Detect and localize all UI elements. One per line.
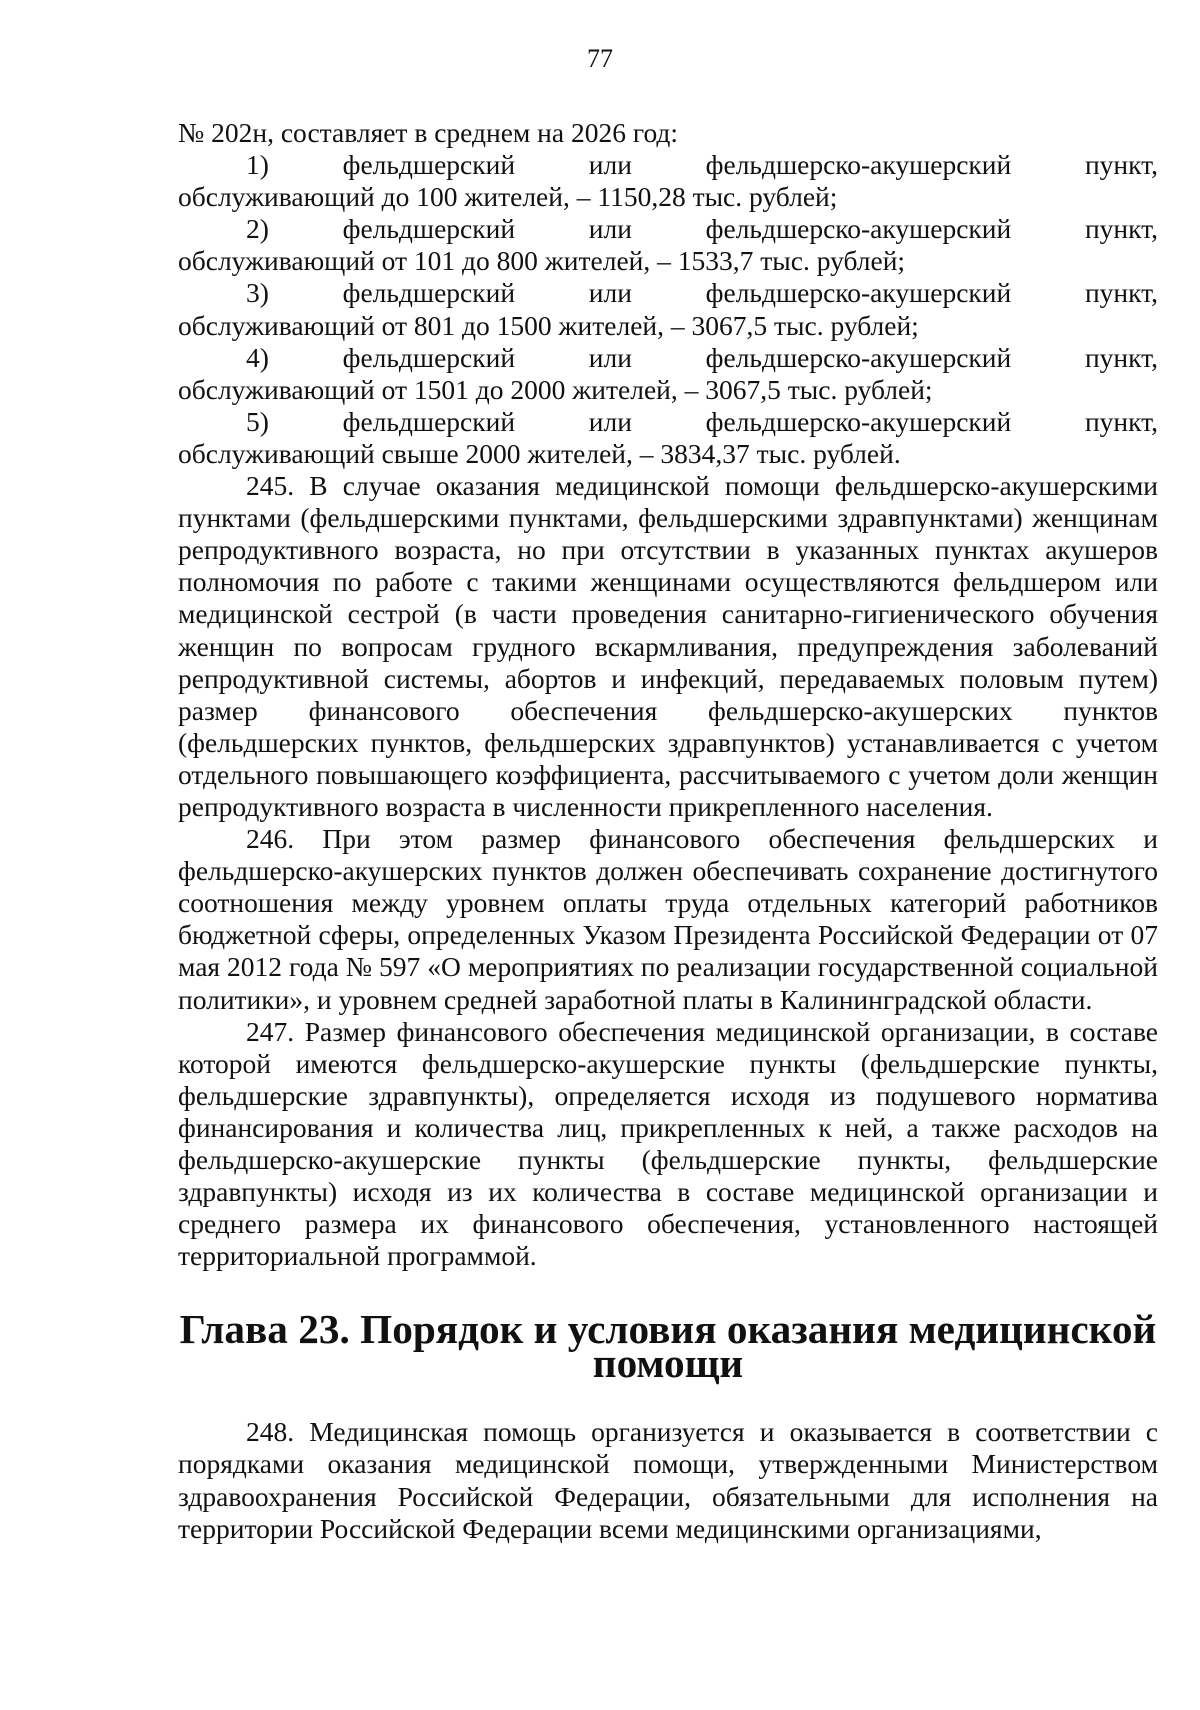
- list-item-word: фельдшерско-акушерский: [705, 405, 1012, 437]
- list-item-word: пункт,: [1084, 149, 1158, 181]
- paragraph-245: 245. В случае оказания медицинской помощи фельдшерско-акушерскими пунктами (фельдшерскими пунктами, фельдшерскими здравпунктами) женщинам репродуктивного возраста, но при отсутствии в указанных пунктах акушеров полномочия по работе с такими женщинами осуществляются фельдшером или медицинской сестрой (в части проведения санитарно-гигиенического обучения женщин по вопросам грудного вскармливания, предупреждения заболеваний репродуктивной системы, абортов и инфекций, передаваемых половым путем) размер финансового обеспечения фельдшерско-акушерских пунктов (фельдшерских пунктов, фельдшерских здравпунктов) устанавливается с учетом отдельного повышающего коэффициента, рассчитываемого с учетом доли женщин репродуктивного возраста в численности прикрепленного населения.: [178, 470, 1158, 822]
- list-item-number: 5): [246, 405, 269, 437]
- list-item-word: фельдшерско-акушерский: [705, 149, 1012, 181]
- list-item-word: фельдшерский: [342, 277, 516, 309]
- list-item-word: фельдшерский: [342, 341, 516, 373]
- list-item: [178, 342, 1158, 406]
- list-item-word: пункт,: [1084, 213, 1158, 245]
- list-item: [178, 406, 1158, 470]
- list-item-first-line: [178, 277, 1158, 309]
- document-body: [178, 117, 1158, 1545]
- list-item-word: фельдшерский: [342, 405, 516, 437]
- list-item-continuation: обслуживающий от 101 до 800 жителей, – 1533,7 тыс. рублей;: [178, 245, 906, 277]
- intro-line: № 202н, составляет в среднем на 2026 год:: [178, 117, 679, 148]
- chapter-heading: Глава 23. Порядок и условия оказания медицинской помощи: [179, 1306, 1157, 1387]
- list-item-word: фельдшерско-акушерский: [705, 213, 1012, 245]
- list-item-word: фельдшерский: [342, 213, 516, 245]
- list-item-number: 4): [246, 341, 269, 373]
- list-item-word: пункт,: [1084, 405, 1158, 437]
- list-item-number: 2): [246, 213, 269, 245]
- list-item-word: или: [588, 213, 632, 245]
- paragraph-247: 247. Размер финансового обеспечения медицинской организации, в составе которой имеются фельдшерско-акушерские пункты (фельдшерские пункты, фельдшерские здравпункты), определяется исходя из подушевого норматива финансирования и количества лиц, прикрепленных к ней, а также расходов на фельдшерско-акушерские пункты (фельдшерские пункты, фельдшерские здравпункты) исходя из их количества в составе медицинской организации и среднего размера их финансового обеспечения, установленного настоящей территориальной программой.: [178, 1015, 1158, 1272]
- list-item-number: 3): [246, 277, 269, 309]
- list-item-word: фельдшерский: [342, 149, 516, 181]
- list-item-word: фельдшерско-акушерский: [705, 341, 1012, 373]
- list-item-word: или: [588, 277, 632, 309]
- list-item-word: или: [588, 405, 632, 437]
- page-number: 77: [587, 44, 613, 73]
- list-item-continuation: обслуживающий от 1501 до 2000 жителей, – 3067,5 тыс. рублей;: [178, 373, 933, 405]
- list-item-continuation: обслуживающий свыше 2000 жителей, – 3834,37 тыс. рублей.: [178, 437, 901, 469]
- list-item-word: пункт,: [1084, 341, 1158, 373]
- list-item-continuation: обслуживающий от 801 до 1500 жителей, – 3067,5 тыс. рублей;: [178, 309, 919, 341]
- list-item: [178, 213, 1158, 277]
- paragraph-246: 246. При этом размер финансового обеспечения фельдшерских и фельдшерско-акушерских пунктов должен обеспечивать сохранение достигнутого соотношения между уровнем оплаты труда отдельных категорий работников бюджетной сферы, определенных Указом Президента Российской Федерации от 07 мая 2012 года № 597 «О мероприятиях по реализации государственной социальной политики», и уровнем средней заработной платы в Калининградской области.: [178, 823, 1158, 1015]
- list-item-word: или: [588, 149, 632, 181]
- paragraph-248: 248. Медицинская помощь организуется и оказывается в соответствии с порядками оказания медицинской помощи, утвержденными Министерством здравоохранения Российской Федерации, обязательными для исполнения на территории Российской Федерации всеми медицинскими организациями,: [178, 1416, 1158, 1544]
- list-item-first-line: [178, 342, 1158, 374]
- list-item-word: пункт,: [1084, 277, 1158, 309]
- list-item-first-line: [178, 406, 1158, 438]
- list-item: [178, 149, 1158, 213]
- list-item-first-line: [178, 149, 1158, 181]
- list-item-word: или: [588, 341, 632, 373]
- list-item-number: 1): [246, 149, 269, 181]
- list-item-word: фельдшерско-акушерский: [705, 277, 1012, 309]
- list-item-first-line: [178, 213, 1158, 245]
- list-item: [178, 277, 1158, 341]
- list-item-continuation: обслуживающий до 100 жителей, – 1150,28 тыс. рублей;: [178, 181, 838, 213]
